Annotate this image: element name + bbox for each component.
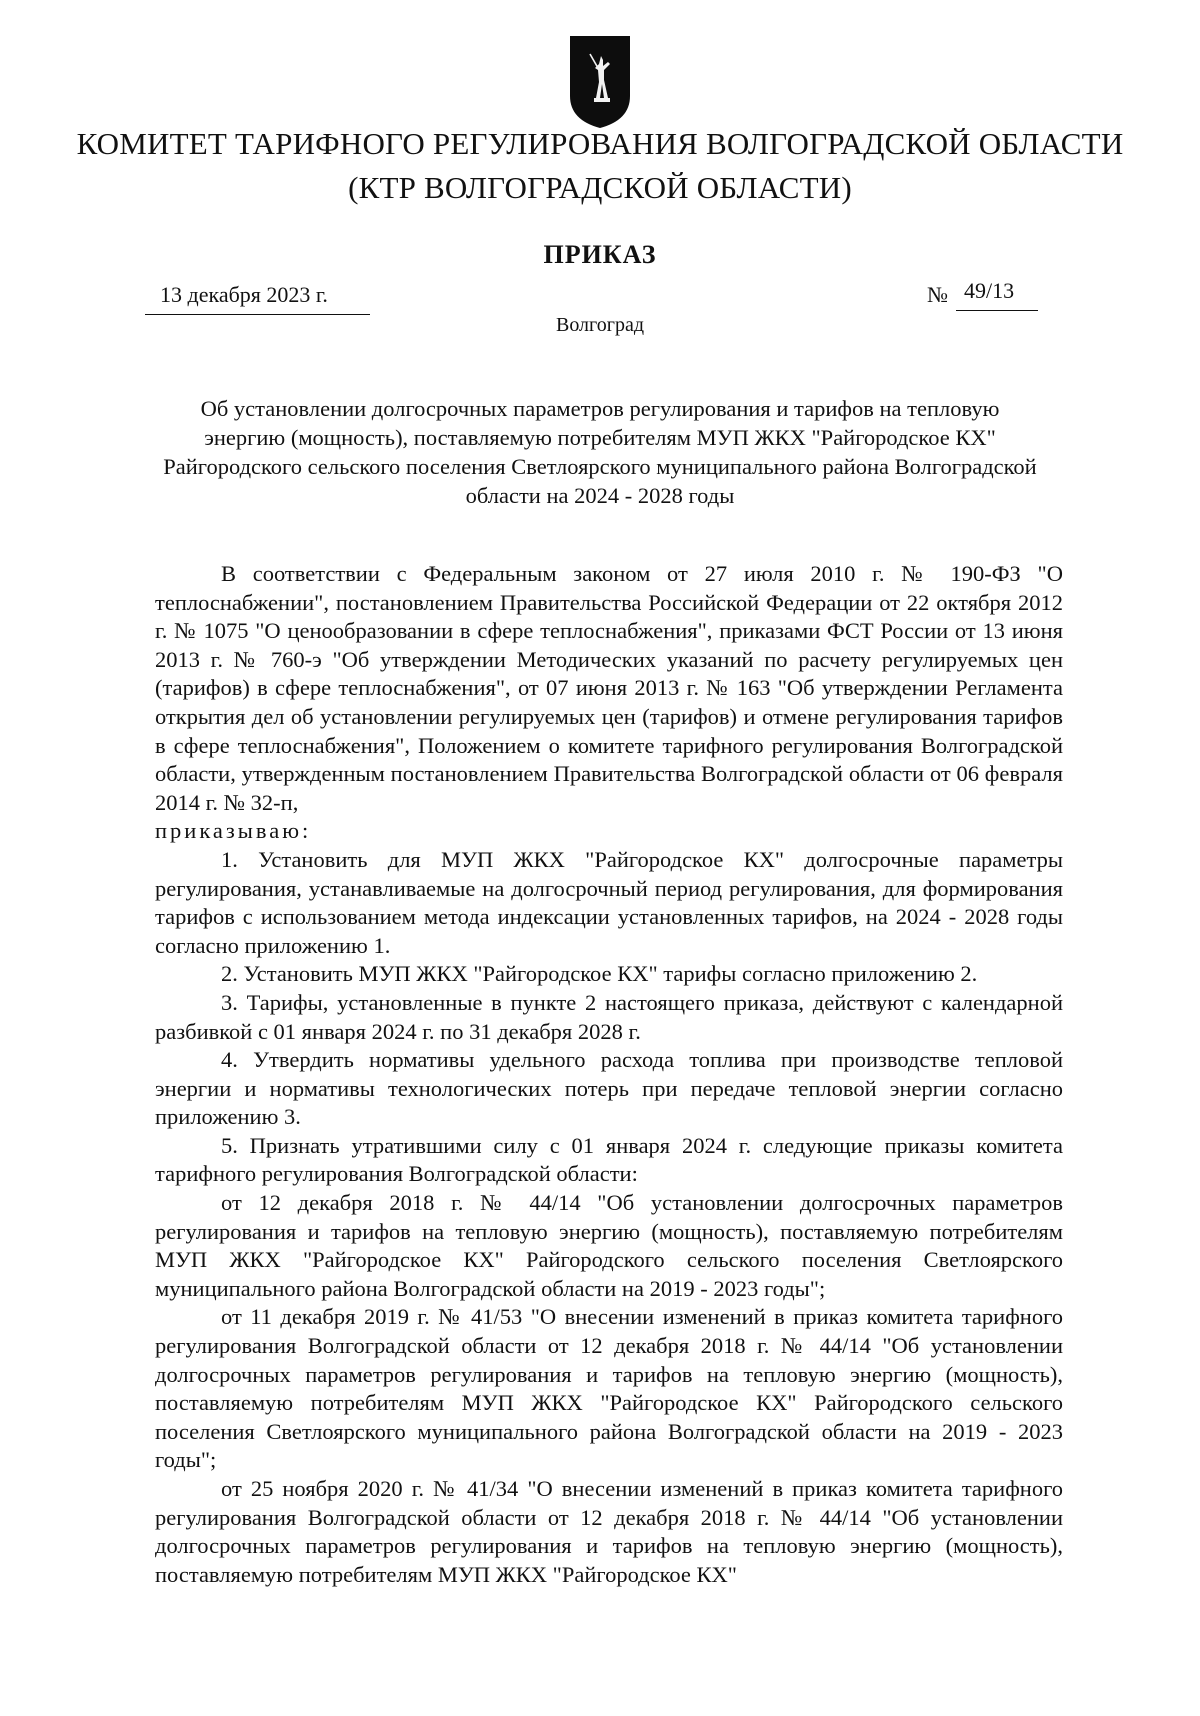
order-subject: Об установлении долгосрочных параметров регулирования и тарифов на тепловую энергию (мощность), поставляемую потребителям МУП ЖКХ "Райгородское КХ" Райгородского сельского поселения Светлоярского муниципального района Волгоградской области на 2024 - 2028 годы <box>163 396 1037 508</box>
order-date: 13 декабря 2023 г. <box>160 282 328 307</box>
order-number-label: № <box>927 282 948 307</box>
coat-of-arms-icon <box>568 34 632 130</box>
order-body <box>155 560 1063 1589</box>
repealed-order: от 25 ноября 2020 г. № 41/34 "О внесении изменений в приказ комитета тарифного регулирования Волгоградской области от 12 декабря 2018 г. № 44/14 "Об установлении долгосрочных параметров регулирования и тарифов на тепловую энергию (мощность), поставляемую потребителям МУП ЖКХ "Райгородское КХ" <box>155 1476 1063 1587</box>
preamble: В соответствии с Федеральным законом от 27 июля 2010 г. № 190-ФЗ "О теплоснабжении", постановлением Правительства Российской Федерации от 22 октября 2012 г. № 1075 "О ценообразовании в сфере теплоснабжения", приказами ФСТ России от 13 июня 2013 г. № 760-э "Об утверждении Методических указаний по расчету регулируемых цен (тарифов) в сфере теплоснабжения", от 07 июня 2013 г. № 163 "Об утверждении Регламента открытия дел об установлении регулируемых цен (тарифов) и отмене регулирования тарифов в сфере теплоснабжения", Положением о комитете тарифного регулирования Волгоградской области, утвержденным постановлением Правительства Волгоградской области от 06 февраля 2014 г. № 32-п, <box>155 561 1063 815</box>
order-item: 5. Признать утратившими силу с 01 января 2024 г. следующие приказы комитета тарифного регулирования Волгоградской области: <box>155 1132 1063 1187</box>
committee-name: КОМИТЕТ ТАРИФНОГО РЕГУЛИРОВАНИЯ ВОЛГОГРАДСКОЙ ОБЛАСТИ <box>76 126 1124 161</box>
order-city: Волгоград <box>555 314 645 336</box>
order-title: ПРИКАЗ <box>543 240 657 269</box>
number-underline <box>956 310 1038 311</box>
order-item: 2. Установить МУП ЖКХ "Райгородское КХ" тарифы согласно приложению 2. <box>221 961 978 987</box>
repealed-order: от 12 декабря 2018 г. № 44/14 "Об установлении долгосрочных параметров регулирования и тарифов на тепловую энергию (мощность), поставляемую потребителям МУП ЖКХ "Райгородское КХ" Райгородского сельского поселения Светлоярского муниципального района Волгоградской области на 2019 - 2023 годы"; <box>155 1190 1063 1301</box>
repealed-order: от 11 декабря 2019 г. № 41/53 "О внесении изменений в приказ комитета тарифного регулирования Волгоградской области от 12 декабря 2018 г. № 44/14 "Об установлении долгосрочных параметров регулирования и тарифов на тепловую энергию (мощность), поставляемую потребителям МУП ЖКХ "Райгородское КХ" Райгородского сельского поселения Светлоярского муниципального района Волгоградской области на 2019 - 2023 годы"; <box>155 1304 1063 1473</box>
order-item: 3. Тарифы, установленные в пункте 2 настоящего приказа, действуют с календарной разбивкой с 01 января 2024 г. по 31 декабря 2028 г. <box>155 989 1063 1044</box>
order-word: приказываю: <box>155 818 312 844</box>
committee-short-name: (КТР ВОЛГОГРАДСКОЙ ОБЛАСТИ) <box>348 170 852 205</box>
order-number: 49/13 <box>964 278 1015 303</box>
order-item: 1. Установить для МУП ЖКХ "Райгородское КХ" долгосрочные параметры регулирования, устанавливаемые на долгосрочный период регулирования, для формирования тарифов с использованием метода индексации установленных тарифов, на 2024 - 2028 годы согласно приложению 1. <box>155 846 1063 958</box>
order-item: 4. Утвердить нормативы удельного расхода топлива при производстве тепловой энергии и нормативы технологических потерь при передаче тепловой энергии согласно приложению 3. <box>155 1047 1063 1130</box>
